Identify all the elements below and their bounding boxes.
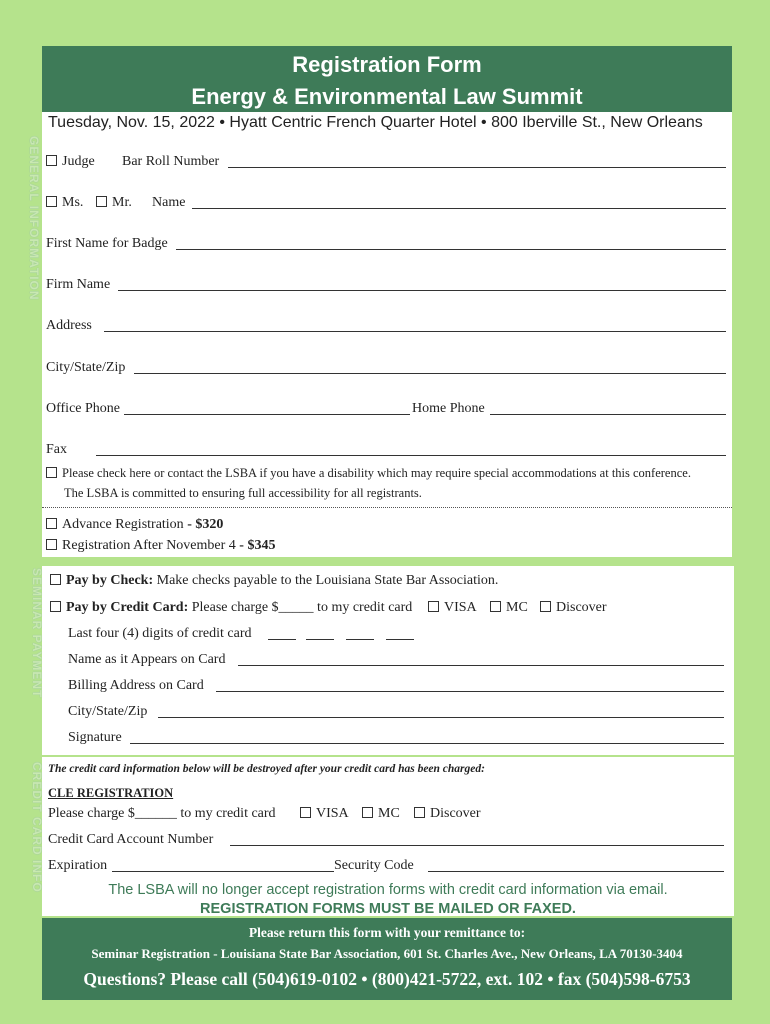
accessibility-notice: The LSBA is committed to ensuring full accessibility for all registrants. bbox=[64, 486, 422, 500]
event-details: Tuesday, Nov. 15, 2022 • Hyatt Centric French Quarter Hotel • 800 Iberville St., New Orleans bbox=[48, 114, 703, 131]
name-on-card-field[interactable] bbox=[238, 654, 724, 666]
pay-by-credit-card-checkbox[interactable] bbox=[50, 601, 61, 612]
expiration-label: Expiration bbox=[48, 858, 108, 873]
signature-label: Signature bbox=[68, 730, 122, 745]
registration-form bbox=[42, 46, 732, 999]
destroy-notice: The credit card information below will be destroyed after your credit card has been charged: bbox=[48, 763, 485, 775]
event-title: Energy & Environmental Law Summit bbox=[191, 84, 583, 109]
pay-by-credit-card-label: Pay by Credit Card: bbox=[66, 600, 189, 615]
late-registration-checkbox[interactable] bbox=[46, 539, 57, 550]
billing-address-label: Billing Address on Card bbox=[68, 678, 204, 693]
disability-notice: Please check here or contact the LSBA if you have a disability which may require special accommodations at this conference. bbox=[62, 466, 691, 480]
name-field[interactable] bbox=[192, 197, 726, 209]
cle-charge-text: Please charge $______ to my credit card bbox=[48, 806, 276, 821]
address-label: Address bbox=[46, 318, 92, 333]
mc-checkbox[interactable] bbox=[490, 601, 501, 612]
security-code-field[interactable] bbox=[428, 860, 724, 872]
bar-roll-field[interactable] bbox=[228, 156, 726, 168]
visa-label: VISA bbox=[444, 600, 477, 615]
firm-name-label: Firm Name bbox=[46, 277, 111, 292]
mailing-address: Seminar Registration - Louisiana State Bar Association, 601 St. Charles Ave., New Orleans, LA 70130-3404 bbox=[91, 946, 683, 961]
cle-mc-label: MC bbox=[378, 806, 400, 821]
last-four-digit-2[interactable] bbox=[306, 628, 334, 640]
judge-checkbox[interactable] bbox=[46, 155, 57, 166]
billing-address-field[interactable] bbox=[216, 680, 724, 692]
charge-amount-text: Please charge $_____ to my credit card bbox=[191, 600, 413, 615]
fax-label: Fax bbox=[46, 442, 67, 457]
cle-mc-checkbox[interactable] bbox=[362, 807, 373, 818]
disability-checkbox[interactable] bbox=[46, 467, 57, 478]
office-phone-label: Office Phone bbox=[46, 401, 120, 416]
email-policy-note: The LSBA will no longer accept registration forms with credit card information via email. bbox=[108, 882, 668, 898]
section-divider bbox=[42, 507, 732, 508]
pay-by-check-label: Pay by Check: bbox=[66, 573, 154, 588]
home-phone-label: Home Phone bbox=[412, 401, 485, 416]
pay-by-check-checkbox[interactable] bbox=[50, 574, 61, 585]
expiration-field[interactable] bbox=[112, 860, 334, 872]
cle-visa-checkbox[interactable] bbox=[300, 807, 311, 818]
name-on-card-label: Name as it Appears on Card bbox=[68, 652, 226, 667]
cle-discover-checkbox[interactable] bbox=[414, 807, 425, 818]
payment-city-state-zip-field[interactable] bbox=[158, 706, 724, 718]
firm-name-field[interactable] bbox=[118, 279, 726, 291]
discover-checkbox[interactable] bbox=[540, 601, 551, 612]
last-four-digit-3[interactable] bbox=[346, 628, 374, 640]
name-label: Name bbox=[152, 195, 186, 210]
mail-or-fax-note: REGISTRATION FORMS MUST BE MAILED OR FAXED. bbox=[200, 901, 576, 917]
badge-name-label: First Name for Badge bbox=[46, 236, 168, 251]
late-registration-price: - $345 bbox=[239, 538, 276, 553]
cle-registration-heading: CLE REGISTRATION bbox=[48, 786, 174, 800]
city-state-zip-label: City/State/Zip bbox=[46, 360, 126, 375]
account-number-field[interactable] bbox=[230, 834, 724, 846]
form-header bbox=[42, 46, 732, 112]
ms-checkbox[interactable] bbox=[46, 196, 57, 207]
mc-label: MC bbox=[506, 600, 528, 615]
credit-card-info-section bbox=[42, 757, 734, 916]
ms-label: Ms. bbox=[62, 195, 84, 210]
seminar-payment-side-label: SEMINAR PAYMENT bbox=[30, 568, 44, 699]
advance-registration-checkbox[interactable] bbox=[46, 518, 57, 529]
credit-card-info-side-label: CREDIT CARD INFO bbox=[30, 762, 44, 893]
return-instructions: Please return this form with your remittance to: bbox=[248, 925, 526, 940]
mr-label: Mr. bbox=[112, 195, 132, 210]
general-information-section bbox=[42, 112, 732, 557]
signature-field[interactable] bbox=[130, 732, 724, 744]
cle-visa-label: VISA bbox=[316, 806, 349, 821]
late-registration-label: Registration After November 4 bbox=[62, 538, 236, 553]
cle-discover-label: Discover bbox=[430, 806, 481, 821]
advance-registration-price: - $320 bbox=[187, 517, 224, 532]
contact-phone-numbers: Questions? Please call (504)619-0102 • (800)421-5722, ext. 102 • fax (504)598-6753 bbox=[83, 969, 691, 989]
fax-field[interactable] bbox=[96, 444, 726, 456]
last-four-digit-1[interactable] bbox=[268, 628, 296, 640]
general-information-side-label: GENERAL INFORMATION bbox=[27, 136, 41, 301]
judge-label: Judge bbox=[62, 154, 95, 169]
city-state-zip-field[interactable] bbox=[134, 362, 726, 374]
check-instructions: Make checks payable to the Louisiana State Bar Association. bbox=[156, 573, 499, 588]
advance-registration-label: Advance Registration bbox=[62, 517, 184, 532]
visa-checkbox[interactable] bbox=[428, 601, 439, 612]
address-field[interactable] bbox=[104, 320, 726, 332]
mr-checkbox[interactable] bbox=[96, 196, 107, 207]
payment-city-state-zip-label: City/State/Zip bbox=[68, 704, 148, 719]
badge-name-field[interactable] bbox=[176, 238, 726, 250]
security-code-label: Security Code bbox=[334, 858, 414, 873]
form-title: Registration Form bbox=[292, 52, 482, 77]
last-four-label: Last four (4) digits of credit card bbox=[68, 626, 252, 641]
office-phone-field[interactable] bbox=[124, 403, 410, 415]
bar-roll-label: Bar Roll Number bbox=[122, 154, 220, 169]
discover-label: Discover bbox=[556, 600, 607, 615]
last-four-digit-4[interactable] bbox=[386, 628, 414, 640]
seminar-payment-section bbox=[42, 566, 734, 755]
home-phone-field[interactable] bbox=[490, 403, 726, 415]
form-footer bbox=[42, 918, 732, 1000]
account-number-label: Credit Card Account Number bbox=[48, 832, 214, 847]
